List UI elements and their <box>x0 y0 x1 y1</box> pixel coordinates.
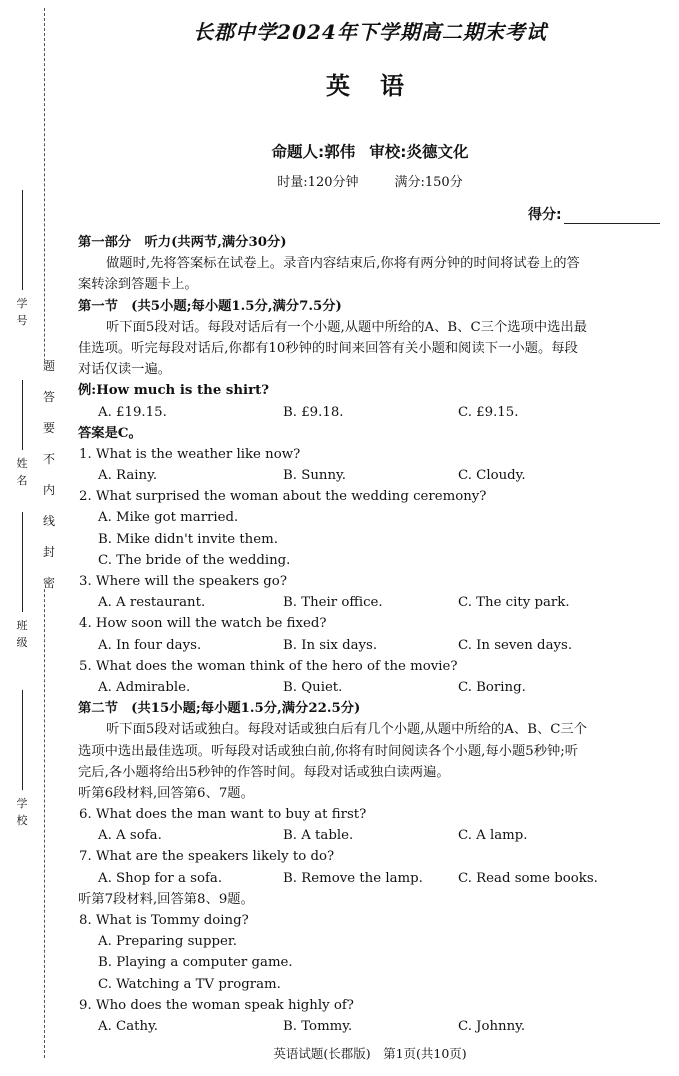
class-label: 班级 <box>16 619 28 649</box>
question-stem: 2. What surprised the woman about the wedding ceremony? <box>79 489 487 505</box>
option-b[interactable]: B. A table. <box>283 828 354 844</box>
option-b: B. £9.18. <box>283 404 344 420</box>
notice-char: 封 <box>42 545 55 559</box>
option-b[interactable]: B. In six days. <box>283 637 378 653</box>
notice-char: 线 <box>42 514 55 528</box>
page-footer: 英语试题(长郡版) 第1页(共10页) <box>273 1046 467 1061</box>
question-options <box>78 677 666 698</box>
section1-instruction: 听下面5段对话。每段对话后有一个小题,从题中所给的A、B、C三个选项中选出最 <box>106 319 588 335</box>
option-c[interactable]: C. The bride of the wedding. <box>98 552 291 568</box>
option-a: A. £19.15. <box>98 404 167 420</box>
option-c[interactable]: C. Johnny. <box>458 1018 526 1034</box>
option-c[interactable]: C. The city park. <box>458 595 570 611</box>
option-c[interactable]: C. A lamp. <box>458 828 528 844</box>
option-a[interactable]: A. Preparing supper. <box>98 934 237 950</box>
question-options <box>78 465 666 486</box>
question-stem: 9. Who does the woman speak highly of? <box>79 997 354 1013</box>
example-answer: 答案是C。 <box>78 425 142 441</box>
student-id-label: 学号 <box>16 297 28 327</box>
option-b[interactable]: B. Sunny. <box>283 468 346 484</box>
question-options <box>78 635 666 656</box>
school-label: 学校 <box>16 797 28 827</box>
part1-instruction: 做题时,先将答案标在试卷上。录音内容结束后,你将有两分钟的时间将试卷上的答 <box>106 256 580 272</box>
notice-char: 答 <box>42 390 55 404</box>
school-field[interactable] <box>10 690 34 829</box>
option-a[interactable]: A. Shop for a sofa. <box>98 870 223 886</box>
question-stem: 6. What does the man want to buy at first? <box>79 807 367 823</box>
option-c[interactable]: C. Read some books. <box>458 870 598 886</box>
option-a[interactable]: A. Rainy. <box>98 468 158 484</box>
class-line <box>22 512 23 612</box>
material-prompt: 听第7段材料,回答第8、9题。 <box>78 891 254 907</box>
example-options <box>78 402 666 423</box>
option-c[interactable]: C. Boring. <box>458 679 526 695</box>
notice-char: 密 <box>42 576 55 590</box>
section2-instruction: 完后,各小题将给出5秒钟的作答时间。每段对话或独白读两遍。 <box>78 764 450 780</box>
score-label: 得分: <box>528 207 562 223</box>
option-c: C. £9.15. <box>458 404 519 420</box>
option-b[interactable]: B. Their office. <box>283 595 383 611</box>
score-field[interactable] <box>528 204 660 224</box>
section1-instruction: 对话仅读一遍。 <box>78 362 172 378</box>
section1-instruction: 佳选项。听完每段对话后,你都有10秒钟的时间来回答有关小题和阅读下一小题。每段 <box>78 340 578 356</box>
option-a[interactable]: A. Cathy. <box>98 1018 159 1034</box>
notice-char: 内 <box>42 483 55 497</box>
question-stem: 8. What is Tommy doing? <box>79 913 249 928</box>
section2-instruction: 听下面5段对话或独白。每段对话或独白后有几个小题,从题中所给的A、B、C三个 <box>106 722 588 738</box>
question-stem: 7. What are the speakers likely to do? <box>79 849 335 865</box>
exam-subject: 英语 <box>326 72 434 100</box>
option-b[interactable]: B. Quiet. <box>283 679 343 695</box>
score-blank[interactable] <box>564 209 660 224</box>
section2-instruction: 选项中选出最佳选项。听每段对话或独白前,你将有时间阅读各个小题,每小题5秒钟;听 <box>78 743 579 759</box>
section2-heading: 第二节 (共15小题;每小题1.5分,满分22.5分) <box>78 701 361 717</box>
part1-instruction: 案转涂到答题卡上。 <box>78 277 198 293</box>
option-b[interactable]: B. Tommy. <box>283 1018 353 1034</box>
option-c[interactable]: C. Cloudy. <box>458 468 526 484</box>
notice-char: 不 <box>42 452 55 466</box>
notice-char: 要 <box>42 421 55 435</box>
time-and-score <box>200 171 540 190</box>
name-field[interactable] <box>10 380 34 489</box>
student-id-field[interactable] <box>10 190 34 329</box>
material-prompt: 听第6段材料,回答第6、7题。 <box>78 785 254 801</box>
option-a[interactable]: A. Admirable. <box>98 679 191 695</box>
option-c[interactable]: C. Watching a TV program. <box>98 976 281 992</box>
binding-notice <box>40 360 58 589</box>
question-stem: 1. What is the weather like now? <box>79 446 301 462</box>
question-options <box>78 1016 666 1037</box>
part1-heading: 第一部分 听力(共两节,满分30分) <box>78 235 287 250</box>
option-a[interactable]: A. Mike got married. <box>98 510 239 526</box>
option-a[interactable]: A. In four days. <box>98 637 202 653</box>
option-b[interactable]: B. Playing a computer game. <box>98 955 293 971</box>
question-options <box>78 592 666 613</box>
option-a[interactable]: A. A sofa. <box>98 828 162 844</box>
question-stem: 3. Where will the speakers go? <box>79 574 287 589</box>
notice-char: 题 <box>42 359 55 373</box>
name-line <box>22 380 23 450</box>
exam-title: 长郡中学2024年下学期高二期末考试 <box>193 20 547 44</box>
option-a[interactable]: A. A restaurant. <box>98 595 206 611</box>
section1-heading: 第一节 (共5小题;每小题1.5分,满分7.5分) <box>78 298 342 314</box>
question-options <box>78 825 666 846</box>
student-id-line <box>22 190 23 290</box>
setter: 命题人:郭伟 <box>271 143 356 161</box>
full-score: 满分:150分 <box>394 175 463 190</box>
question-stem: 5. What does the woman think of the hero of the movie? <box>79 658 458 674</box>
exam-authors <box>200 140 540 162</box>
option-c[interactable]: C. In seven days. <box>458 637 573 653</box>
school-line <box>22 690 23 790</box>
option-b[interactable]: B. Remove the lamp. <box>283 870 423 886</box>
example-question: 例:How much is the shirt? <box>78 383 270 399</box>
reviewer: 审校:炎德文化 <box>369 143 469 161</box>
option-b[interactable]: B. Mike didn't invite them. <box>98 531 278 547</box>
question-stem: 4. How soon will the watch be fixed? <box>79 616 327 632</box>
time-limit: 时量:120分钟 <box>277 175 359 190</box>
question-options <box>78 868 666 889</box>
class-field[interactable] <box>10 512 34 651</box>
exam-content <box>78 232 666 1037</box>
name-label: 姓名 <box>16 457 28 487</box>
